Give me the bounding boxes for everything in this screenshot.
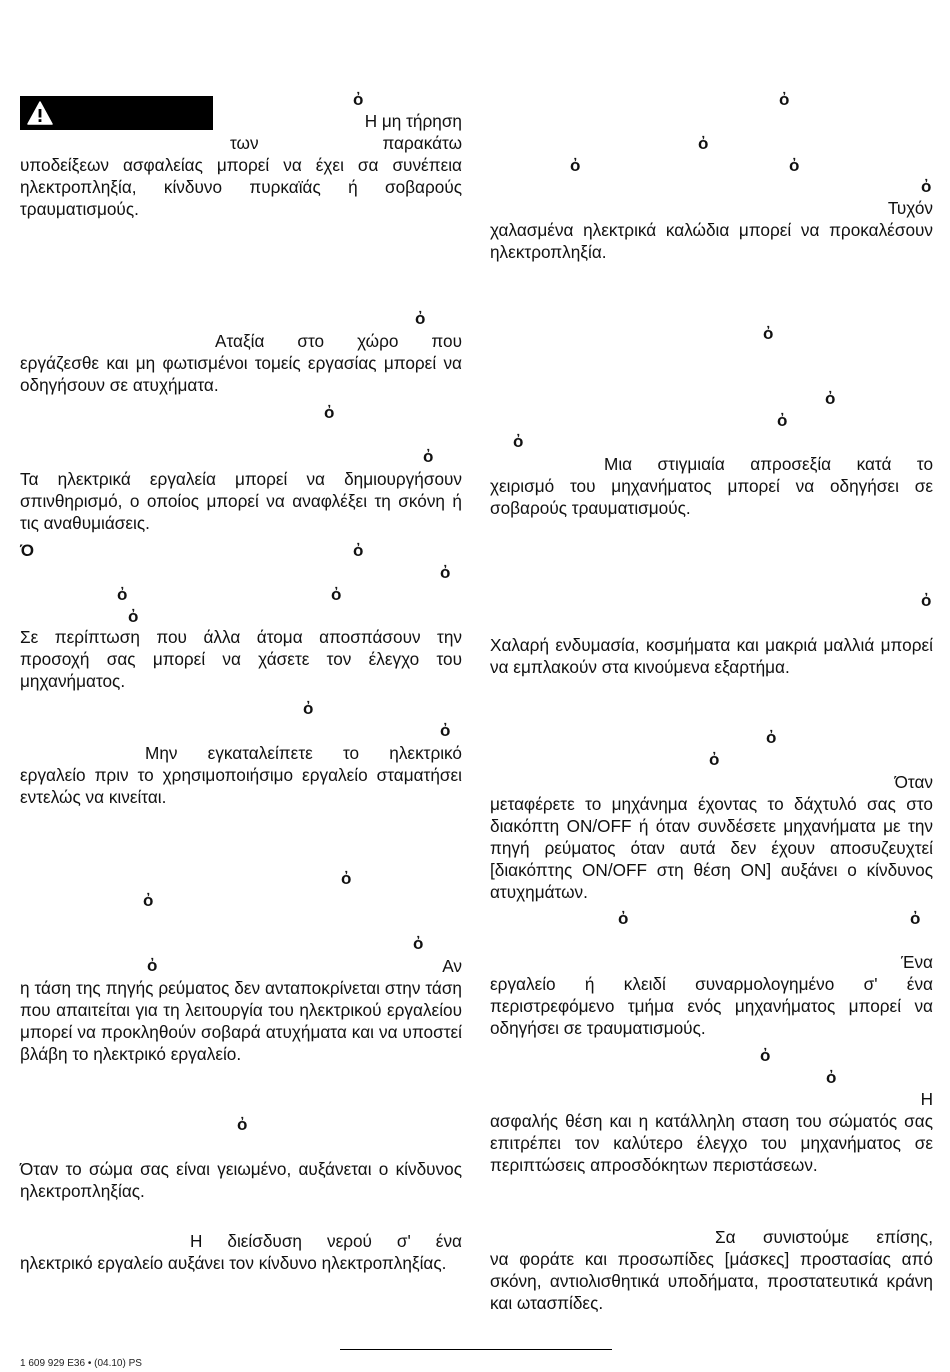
- accent-glyph: ὀ: [698, 134, 709, 153]
- accent-glyph: ὀ: [777, 411, 788, 430]
- water-paragraph: ηλεκτρικό εργαλείο αυξάνει τον κίνδυνο ηλεκτροπληξίας.: [20, 1253, 447, 1273]
- key-paragraph: εργαλείο ή κλειδί συναρμολογημένο σ' ένα περιστρεφόμενο τμήμα ενός μηχανήματος μπορεί να οδηγήσει σε τραυματισμούς.: [490, 974, 933, 1038]
- voltage-paragraph: η τάση της πηγής ρεύματος δεν ανταποκρίνεται στην τάση που απαιτείται για τη λειτουργία του ηλεκτρικού εργαλείου μπορεί να προκληθούν σοβαρά ατυχήματα και να υποστεί βλάβη το ηλεκτρικό εργαλείο.: [20, 978, 462, 1064]
- accent-glyph: ὀ: [331, 585, 342, 604]
- accent-glyph: ὀ: [766, 728, 777, 747]
- grounding-paragraph: Όταν το σώμα σας είναι γειωμένο, αυξάνεται ο κίνδυνος ηλεκτροπληξίας.: [20, 1159, 462, 1201]
- attention-paragraph: χειρισμό του μηχανήματος μπορεί να οδηγήσει σε σοβαρούς τραυματισμούς.: [490, 476, 933, 518]
- accent-glyph: ὀ: [143, 891, 154, 910]
- accent-glyph: ὀ: [779, 90, 790, 109]
- stance-paragraph: ασφαλής θέση και η κατάλληλη σταση του σώματός σας επιτρέπει τον καλύτερο έλεγχο του μηχανήματος σε περιπτώσεις απροσδόκητων περιστάσεων.: [490, 1111, 933, 1175]
- paragraph-start: Αν: [442, 956, 462, 976]
- warning-triangle-icon: [27, 101, 53, 125]
- accent-glyph: ὀ: [826, 1068, 837, 1087]
- accent-glyph: ὀ: [618, 909, 629, 928]
- accent-glyph: ὀ: [440, 563, 451, 582]
- workplace-paragraph: εργάζεσθε και μη φωτισμένοι τομείς εργασίας μπορεί να οδηγήσουν σε ατυχήματα.: [20, 353, 462, 395]
- paragraph-start: Τυχόν: [887, 198, 933, 218]
- accent-glyph: ὀ: [147, 956, 158, 975]
- distraction-paragraph: Σε περίπτωση που άλλα άτομα αποσπάσουν την προσοχή σας μπορεί να χάσετε τον έλεγχο του μηχανήματος.: [20, 627, 462, 691]
- footer-code: 1 609 929 E36 • (04.10) PS: [20, 1358, 142, 1369]
- paragraph-start: Η διείσδυση νερού σ' ένα: [190, 1231, 462, 1251]
- accent-glyph: ὀ: [763, 324, 774, 343]
- warning-paragraph: υποδείξεων ασφαλείας μπορεί να έχει σα συνέπεια ηλεκτροπληξία, κίνδυνο πυρκαϊάς ή σοβαρούς τραυματισμούς.: [20, 155, 462, 219]
- accent-glyph: ὀ: [353, 90, 364, 109]
- paragraph-start: Ένα: [900, 952, 933, 972]
- initial-letter: Ό: [20, 541, 35, 560]
- accent-glyph: ὀ: [341, 869, 352, 888]
- warning-text-line: Η μη τήρηση: [364, 111, 462, 131]
- accent-glyph: ὀ: [440, 721, 451, 740]
- accent-glyph: ὀ: [910, 909, 921, 928]
- accent-glyph: ὀ: [117, 585, 128, 604]
- accent-glyph: ὀ: [415, 309, 426, 328]
- accent-glyph: ὀ: [237, 1115, 248, 1134]
- accent-glyph: ὀ: [921, 591, 932, 610]
- accent-glyph: ὀ: [303, 699, 314, 718]
- clothing-paragraph: Χαλαρή ενδυμασία, κοσμήματα και μακριά μαλλιά μπορεί να εμπλακούν στα κινούμενα εξαρτήμα.: [490, 635, 933, 677]
- tool-stop-paragraph: εργαλείο πριν το χρησιμοποιήσιμο εργαλείο σταματήσει εντελώς να κινείται.: [20, 765, 462, 807]
- accent-glyph: ὀ: [825, 389, 836, 408]
- cables-paragraph: χαλασμένα ηλεκτρικά καλώδια μπορεί να προκαλέσουν ηλεκτροπληξία.: [490, 220, 933, 262]
- accent-glyph: ὀ: [353, 541, 364, 560]
- accent-glyph: ὀ: [128, 607, 139, 626]
- warning-banner: [20, 96, 213, 130]
- protection-paragraph: να φοράτε και προσωπίδες [μάσκες] προστασίας από σκόνη, αντιολισθητικά υποδήματα, προστατευτικά κράνη και ωτασπίδες.: [490, 1249, 933, 1313]
- paragraph-start: Μην εγκαταλείπετε το ηλεκτρικό: [145, 743, 462, 763]
- paragraph-start: Αταξία στο χώρο που: [215, 331, 462, 351]
- switch-paragraph: μεταφέρετε το μηχάνημα έχοντας το δάχτυλό σας στο διακόπτη ON/OFF ή όταν συνδέσετε μηχανήματα με την πηγή ρεύματος όταν αυτά δεν έχουν αποσυζευχτεί [διακόπτης ON/OFF στη θέση ON] αυξάνει ο κίνδυνος ατυχημάτων.: [490, 794, 933, 902]
- footer-rule: [340, 1349, 612, 1350]
- warning-text-line: των παρακάτω: [230, 133, 462, 153]
- accent-glyph: ὀ: [324, 403, 335, 422]
- accent-glyph: ὀ: [513, 432, 524, 451]
- paragraph-start: Όταν: [894, 772, 933, 792]
- sparks-paragraph: Τα ηλεκτρικά εργαλεία μπορεί να δημιουργήσουν σπινθηρισμό, ο οποίος μπορεί να αναφλέξει τη σκόνη ή τις αναθυμιάσεις.: [20, 469, 462, 533]
- paragraph-start: Μια στιγμιαία απροσεξία κατά το: [604, 454, 933, 474]
- accent-glyph: ὀ: [709, 750, 720, 769]
- accent-glyph: ὀ: [760, 1046, 771, 1065]
- accent-glyph: ὀ: [570, 156, 581, 175]
- accent-glyph: ὀ: [423, 447, 434, 466]
- accent-glyph: ὀ: [789, 156, 800, 175]
- accent-glyph: ὀ: [921, 177, 932, 196]
- paragraph-start: Σα συνιστούμε επίσης,: [715, 1227, 933, 1247]
- accent-glyph: ὀ: [413, 934, 424, 953]
- paragraph-start: Η: [920, 1089, 933, 1109]
